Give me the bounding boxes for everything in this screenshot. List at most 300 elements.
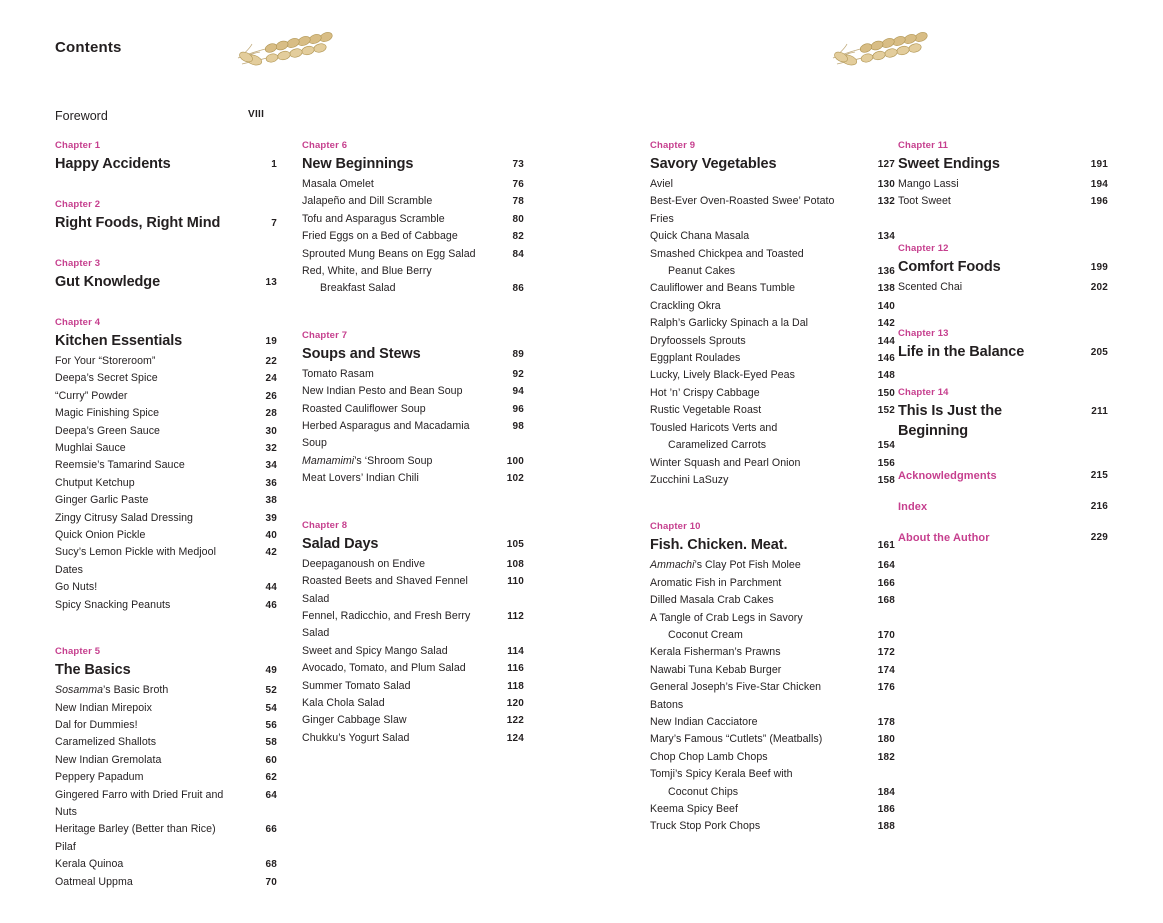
- recipe-entry-page-number: 180: [877, 734, 895, 746]
- recipe-entry-label: “Curry” Powder: [55, 389, 128, 402]
- recipe-entry-page-number: 202: [1090, 281, 1108, 293]
- block-spacer: [898, 486, 1108, 497]
- recipe-entry[interactable]: [650, 437, 895, 454]
- recipe-entry-label: Tomato Rasam: [302, 367, 374, 380]
- chapter-label: Chapter 11: [898, 140, 949, 151]
- chapter-title-label: Savory Vegetables: [650, 156, 777, 172]
- recipe-entry-page-number: 132: [877, 196, 895, 208]
- recipe-entry-page-number: 130: [877, 179, 895, 190]
- recipe-entry-page-number: 120: [506, 697, 524, 709]
- backmatter-entry-page-number: 216: [1090, 501, 1108, 513]
- recipe-entry-label: Jalapeño and Dill Scramble: [302, 195, 433, 208]
- recipe-entry[interactable]: [650, 333, 895, 350]
- recipe-entry[interactable]: [302, 176, 524, 193]
- recipe-entry-label: Tomji’s Spicy Kerala Beef with: [650, 768, 793, 781]
- backmatter-entry-page-number: 215: [1090, 470, 1108, 482]
- recipe-entry-label: Kerala Quinoa: [55, 858, 124, 871]
- recipe-entry-page-number: 122: [506, 715, 524, 727]
- recipe-entry[interactable]: [650, 246, 895, 263]
- recipe-entry-label: Sosamma’s Basic Broth: [55, 684, 169, 697]
- recipe-entry-label: Eggplant Roulades: [650, 352, 741, 365]
- recipe-entry[interactable]: [650, 714, 895, 731]
- recipe-entry-label: Mary’s Famous “Cutlets” (Meatballs): [650, 733, 823, 746]
- recipe-entry[interactable]: [55, 579, 277, 596]
- chapter-title[interactable]: [302, 344, 524, 364]
- recipe-entry-label: Masala Omelet: [302, 178, 374, 190]
- recipe-entry-page-number: 142: [877, 318, 895, 330]
- recipe-entry[interactable]: [302, 193, 524, 210]
- recipe-entry[interactable]: [302, 366, 524, 383]
- recipe-entry-page-number: 186: [877, 804, 895, 815]
- chapter-label: Chapter 1: [55, 140, 101, 151]
- recipe-entry-label: Roasted Beets and Shaved Fennel Salad: [302, 575, 468, 605]
- chapter-block: [55, 317, 277, 614]
- recipe-entry-page-number: 166: [877, 577, 895, 589]
- recipe-entry-label: Sprouted Mung Beans on Egg Salad: [302, 247, 476, 260]
- recipe-entry[interactable]: [55, 856, 277, 873]
- chapter-title-page-number: 7: [271, 218, 277, 229]
- recipe-entry[interactable]: [650, 350, 895, 367]
- chapter-block: [898, 328, 1108, 362]
- recipe-entry-page-number: 118: [507, 680, 524, 692]
- recipe-entry-label: Spicy Snacking Peanuts: [55, 598, 171, 611]
- recipe-entry-label: Zucchini LaSuzy: [650, 473, 729, 486]
- recipe-entry[interactable]: [55, 353, 277, 370]
- recipe-entry-page-number: 70: [265, 876, 277, 888]
- chapter-title[interactable]: [650, 154, 895, 174]
- recipe-entry[interactable]: [55, 527, 277, 544]
- block-spacer: [898, 455, 1108, 466]
- recipe-entry-label: Coconut Chips: [668, 785, 739, 798]
- chapter-title[interactable]: [302, 154, 524, 174]
- recipe-entry-page-number: 148: [877, 370, 895, 382]
- block-spacer: [650, 503, 895, 521]
- chapter-title[interactable]: [898, 154, 1108, 174]
- recipe-entry-page-number: 138: [877, 283, 895, 295]
- recipe-entry-label: Fennel, Radicchio, and Fresh Berry Salad: [302, 609, 471, 640]
- recipe-entry-label: Mughlai Sauce: [55, 442, 126, 455]
- recipe-entry-page-number: 26: [265, 390, 277, 402]
- chapter-title-page-number: 13: [265, 277, 277, 288]
- recipe-entry-page-number: 178: [877, 716, 895, 728]
- chapter-title[interactable]: [898, 257, 1108, 277]
- recipe-entry-page-number: 182: [877, 751, 895, 763]
- recipe-entry[interactable]: [898, 279, 1108, 296]
- recipe-entry-label: Aromatic Fish in Parchment: [650, 576, 782, 589]
- recipe-entry-page-number: 58: [265, 737, 277, 749]
- recipe-entry[interactable]: [55, 440, 277, 457]
- block-spacer: [55, 905, 277, 923]
- backmatter-entry-label: About the Author: [898, 532, 990, 545]
- chapter-title-label: This Is Just the Beginning: [898, 403, 1002, 440]
- recipe-entry[interactable]: [302, 695, 524, 712]
- chapter-label: Chapter 2: [55, 199, 101, 210]
- recipe-entry[interactable]: [55, 787, 277, 822]
- chapter-label: Chapter 13: [898, 328, 949, 340]
- recipe-entry[interactable]: [650, 679, 895, 714]
- recipe-entry[interactable]: [302, 280, 524, 297]
- recipe-entry-label: Tousled Haricots Verts and: [650, 421, 778, 434]
- recipe-entry[interactable]: [650, 315, 895, 332]
- chapter-title-label: Salad Days: [302, 535, 379, 552]
- chapter-label: Chapter 10: [650, 521, 701, 533]
- recipe-entry-page-number: 22: [265, 356, 277, 367]
- recipe-entry-label: Caramelized Carrots: [668, 439, 767, 452]
- toc-column-1: [55, 140, 277, 923]
- chapter-block: [55, 199, 277, 233]
- recipe-entry[interactable]: [302, 556, 524, 573]
- recipe-entry-label: Best-Ever Oven-Roasted Swee’ Potato Fries: [650, 195, 835, 225]
- recipe-entry-page-number: 102: [506, 473, 524, 485]
- chapter-title-page-number: 73: [512, 159, 524, 170]
- recipe-entry-page-number: 44: [265, 582, 277, 594]
- recipe-entry-page-number: 42: [265, 547, 277, 559]
- chapter-title-page-number: 161: [877, 540, 895, 552]
- recipe-entry[interactable]: [55, 874, 277, 891]
- recipe-entry-label: Zingy Citrusy Salad Dressing: [55, 511, 193, 524]
- recipe-entry-label: Hot ’n’ Crispy Cabbage: [650, 386, 760, 399]
- recipe-entry-label: Herbed Asparagus and Macadamia Soup: [302, 420, 470, 450]
- recipe-entry-page-number: 146: [877, 353, 895, 365]
- recipe-entry-page-number: 76: [512, 179, 524, 190]
- recipe-entry-label: Meat Lovers’ Indian Chili: [302, 472, 419, 485]
- recipe-entry[interactable]: [302, 453, 524, 470]
- block-spacer: [55, 628, 277, 646]
- page-title: Contents: [55, 39, 122, 56]
- chapter-block: [650, 140, 895, 489]
- chapter-title[interactable]: [302, 534, 524, 554]
- block-spacer: [55, 247, 277, 258]
- recipe-entry-label: Sweet and Spicy Mango Salad: [302, 644, 448, 657]
- chapter-title-label: Sweet Endings: [898, 156, 1000, 172]
- recipe-entry-label: For Your “Storeroom”: [55, 355, 156, 367]
- recipe-entry[interactable]: [650, 385, 895, 402]
- recipe-entry-page-number: 194: [1090, 179, 1108, 190]
- recipe-entry[interactable]: [302, 263, 524, 280]
- recipe-entry-page-number: 136: [877, 266, 895, 278]
- chapter-title[interactable]: [650, 535, 895, 555]
- recipe-entry-label: New Indian Mirepoix: [55, 701, 152, 714]
- recipe-entry-label: New Indian Cacciatore: [650, 715, 758, 728]
- recipe-entry[interactable]: [55, 370, 277, 387]
- chapter-title-page-number: 1: [271, 159, 277, 170]
- recipe-entry-label: Nawabi Tuna Kebab Burger: [650, 663, 782, 676]
- recipe-entry[interactable]: [898, 176, 1108, 193]
- chapter-title-page-number: 191: [1090, 159, 1108, 170]
- recipe-entry-page-number: 64: [265, 789, 277, 801]
- recipe-entry-page-number: 156: [877, 457, 895, 469]
- recipe-entry-page-number: 172: [877, 647, 895, 659]
- recipe-entry-page-number: 112: [507, 610, 524, 622]
- chapter-title-page-number: 89: [512, 348, 524, 360]
- recipe-entry-label: Tofu and Asparagus Scramble: [302, 212, 445, 225]
- recipe-entry[interactable]: [302, 678, 524, 695]
- recipe-entry-label: Scented Chai: [898, 280, 963, 293]
- recipe-entry-label: Peanut Cakes: [668, 265, 736, 278]
- chapter-label: Chapter 9: [650, 140, 696, 151]
- chapter-block: [898, 243, 1108, 296]
- chapter-block: [302, 140, 524, 298]
- recipe-entry[interactable]: [650, 228, 895, 245]
- recipe-entry[interactable]: [302, 573, 524, 608]
- recipe-entry-label: Dilled Masala Crab Cakes: [650, 594, 774, 607]
- chapter-label: Chapter 8: [302, 519, 348, 531]
- recipe-entry-label: Mango Lassi: [898, 178, 959, 190]
- recipe-entry-label: Gingered Farro with Dried Fruit and Nuts: [55, 788, 224, 818]
- recipe-entry[interactable]: [650, 766, 895, 783]
- recipe-entry[interactable]: [302, 730, 524, 747]
- recipe-entry[interactable]: [55, 682, 277, 699]
- recipe-entry-page-number: 68: [265, 859, 277, 871]
- recipe-entry-label: Chutput Ketchup: [55, 476, 135, 489]
- recipe-entry[interactable]: [302, 643, 524, 660]
- recipe-entry-page-number: 98: [512, 421, 524, 433]
- recipe-entry-page-number: 196: [1090, 196, 1108, 208]
- recipe-entry-page-number: 168: [877, 595, 895, 607]
- recipe-entry-label: Rustic Vegetable Roast: [650, 404, 762, 417]
- recipe-entry-label: Oatmeal Uppma: [55, 875, 133, 888]
- recipe-entry[interactable]: [650, 575, 895, 592]
- recipe-entry-page-number: 150: [877, 387, 895, 399]
- chapter-title-label: Happy Accidents: [55, 156, 171, 172]
- recipe-entry-label: General Joseph’s Five-Star Chicken Batons: [650, 681, 822, 711]
- recipe-entry[interactable]: [55, 405, 277, 422]
- recipe-entry[interactable]: [302, 383, 524, 400]
- recipe-entry[interactable]: [650, 731, 895, 748]
- chapter-title-label: Comfort Foods: [898, 258, 1001, 275]
- recipe-entry-label: Coconut Cream: [668, 628, 743, 641]
- recipe-entry-page-number: 84: [512, 248, 524, 260]
- recipe-entry[interactable]: [650, 298, 895, 315]
- recipe-entry[interactable]: [302, 712, 524, 729]
- chapter-title-page-number: 19: [265, 336, 277, 347]
- wheat-sprig-icon: [230, 24, 340, 80]
- wheat-sprig-icon: [825, 24, 935, 80]
- recipe-entry[interactable]: [650, 784, 895, 801]
- recipe-entry-label: New Indian Pesto and Bean Soup: [302, 385, 463, 398]
- recipe-entry-label: Caramelized Shallots: [55, 736, 157, 749]
- recipe-entry[interactable]: [302, 401, 524, 418]
- recipe-entry[interactable]: [302, 211, 524, 228]
- recipe-entry-label: Magic Finishing Spice: [55, 407, 160, 420]
- recipe-entry-label: Winter Squash and Pearl Onion: [650, 456, 801, 469]
- chapter-title-label: Right Foods, Right Mind: [55, 215, 221, 231]
- recipe-entry-page-number: 78: [512, 196, 524, 208]
- recipe-entry[interactable]: [650, 455, 895, 472]
- recipe-entry-page-number: 92: [512, 368, 524, 380]
- recipe-entry[interactable]: [898, 193, 1108, 210]
- chapter-title-label: Life in the Balance: [898, 344, 1025, 361]
- block-spacer: [898, 376, 1108, 387]
- recipe-entry[interactable]: [650, 176, 895, 193]
- chapter-title[interactable]: [55, 272, 277, 292]
- recipe-entry-label: New Indian Gremolata: [55, 753, 162, 766]
- recipe-entry[interactable]: [55, 734, 277, 751]
- recipe-entry-label: Smashed Chickpea and Toasted: [650, 247, 804, 260]
- recipe-entry[interactable]: [650, 193, 895, 228]
- recipe-entry-page-number: 30: [265, 425, 277, 437]
- recipe-entry[interactable]: [55, 769, 277, 786]
- recipe-entry-label: Truck Stop Pork Chops: [650, 820, 761, 833]
- chapter-title-label: Fish. Chicken. Meat.: [650, 537, 788, 554]
- recipe-entry[interactable]: [55, 475, 277, 492]
- chapter-block: [302, 520, 524, 747]
- recipe-entry-label: Kerala Fisherman’s Prawns: [650, 646, 781, 659]
- recipe-entry[interactable]: [55, 388, 277, 405]
- chapter-title-page-number: 49: [265, 665, 277, 677]
- recipe-entry-page-number: 54: [265, 702, 277, 714]
- recipe-entry[interactable]: [302, 418, 524, 453]
- recipe-entry-page-number: 140: [877, 300, 895, 312]
- recipe-entry-label: Ginger Garlic Paste: [55, 494, 149, 507]
- recipe-entry-page-number: 80: [512, 213, 524, 225]
- chapter-label: Chapter 5: [55, 646, 101, 658]
- recipe-entry[interactable]: [55, 700, 277, 717]
- recipe-entry[interactable]: [55, 821, 277, 856]
- recipe-entry-page-number: 170: [877, 629, 895, 641]
- chapter-title[interactable]: [55, 331, 277, 351]
- recipe-entry[interactable]: [650, 818, 895, 835]
- backmatter-entry[interactable]: [898, 497, 1108, 517]
- recipe-entry-label: Keema Spicy Beef: [650, 803, 738, 815]
- chapter-title[interactable]: [55, 213, 277, 233]
- recipe-entry[interactable]: [650, 280, 895, 297]
- recipe-entry-label: Chukku’s Yogurt Salad: [302, 731, 410, 744]
- recipe-entry[interactable]: [650, 420, 895, 437]
- recipe-entry-page-number: 40: [265, 530, 277, 542]
- recipe-entry-page-number: 96: [512, 403, 524, 415]
- recipe-entry-page-number: 134: [877, 231, 895, 243]
- recipe-entry-page-number: 152: [877, 405, 895, 417]
- recipe-entry[interactable]: [650, 749, 895, 766]
- block-spacer: [302, 502, 524, 520]
- recipe-entry-page-number: 108: [506, 558, 524, 570]
- chapter-block: [898, 140, 1108, 211]
- recipe-entry[interactable]: [650, 592, 895, 609]
- chapter-title[interactable]: [898, 401, 1108, 441]
- recipe-entry[interactable]: [650, 644, 895, 661]
- recipe-entry[interactable]: [650, 662, 895, 679]
- recipe-entry-page-number: 32: [265, 443, 277, 455]
- chapter-label: Chapter 3: [55, 258, 101, 269]
- recipe-entry[interactable]: [650, 557, 895, 574]
- chapter-title[interactable]: [55, 154, 277, 174]
- chapter-title-label: New Beginnings: [302, 156, 414, 172]
- recipe-entry-label: Sucy’s Lemon Pickle with Medjool Dates: [55, 546, 216, 576]
- recipe-entry[interactable]: [650, 801, 895, 818]
- chapter-title-label: Gut Knowledge: [55, 274, 161, 290]
- chapter-title[interactable]: [898, 342, 1108, 362]
- backmatter-entry[interactable]: [898, 466, 1108, 486]
- recipe-entry-label: Breakfast Salad: [320, 282, 396, 295]
- block-spacer: [302, 761, 524, 779]
- recipe-entry-label: Roasted Cauliflower Soup: [302, 402, 426, 415]
- recipe-entry-label: Quick Onion Pickle: [55, 529, 146, 542]
- chapter-label: Chapter 4: [55, 317, 101, 328]
- block-spacer: [898, 310, 1108, 328]
- toc-entry-foreword[interactable]: [55, 109, 275, 123]
- recipe-entry-label: Lucky, Lively Black-Eyed Peas: [650, 369, 795, 382]
- recipe-entry[interactable]: [55, 510, 277, 527]
- recipe-entry-label: Kala Chola Salad: [302, 696, 385, 709]
- recipe-entry-page-number: 174: [877, 664, 895, 676]
- toc-column-2: [302, 140, 524, 779]
- recipe-entry[interactable]: [55, 597, 277, 614]
- backmatter-entry-page-number: 229: [1090, 532, 1108, 544]
- recipe-entry-label: Heritage Barley (Better than Rice) Pilaf: [55, 823, 216, 853]
- recipe-entry-label: Dryfoossels Sprouts: [650, 334, 746, 347]
- recipe-entry-page-number: 52: [265, 685, 277, 697]
- recipe-entry[interactable]: [302, 660, 524, 677]
- block-spacer: [650, 850, 895, 868]
- recipe-entry-page-number: 164: [877, 560, 895, 572]
- chapter-title[interactable]: [55, 660, 277, 680]
- chapter-block: [650, 521, 895, 836]
- recipe-entry[interactable]: [650, 627, 895, 644]
- recipe-entry-page-number: 62: [265, 772, 277, 784]
- recipe-entry[interactable]: [55, 717, 277, 734]
- recipe-entry[interactable]: [55, 752, 277, 769]
- recipe-entry[interactable]: [55, 492, 277, 509]
- recipe-entry[interactable]: [650, 402, 895, 419]
- recipe-entry-page-number: 116: [507, 663, 524, 675]
- recipe-entry-page-number: 176: [877, 682, 895, 694]
- chapter-title-page-number: 211: [1091, 406, 1108, 418]
- chapter-title-page-number: 205: [1090, 347, 1108, 359]
- chapter-block: [55, 258, 277, 292]
- recipe-entry-label: Go Nuts!: [55, 581, 98, 594]
- recipe-entry-page-number: 188: [877, 821, 895, 833]
- recipe-entry[interactable]: [302, 228, 524, 245]
- chapter-label: Chapter 6: [302, 140, 348, 151]
- recipe-entry-page-number: 110: [507, 576, 524, 588]
- recipe-entry-label: Red, White, and Blue Berry: [302, 265, 432, 278]
- chapter-label: Chapter 7: [302, 329, 348, 341]
- recipe-entry[interactable]: [650, 472, 895, 489]
- recipe-entry-label: Mamamimi’s ‘Shroom Soup: [302, 454, 433, 467]
- recipe-entry-page-number: 36: [265, 477, 277, 489]
- recipe-entry[interactable]: [650, 263, 895, 280]
- recipe-entry-page-number: 56: [265, 719, 277, 731]
- recipe-entry-page-number: 86: [512, 283, 524, 295]
- recipe-entry-page-number: 24: [265, 373, 277, 385]
- recipe-entry[interactable]: [55, 544, 277, 579]
- chapter-title-page-number: 199: [1090, 261, 1108, 273]
- recipe-entry[interactable]: [302, 246, 524, 263]
- recipe-entry[interactable]: [650, 610, 895, 627]
- recipe-entry[interactable]: [55, 457, 277, 474]
- recipe-entry-label: Avocado, Tomato, and Plum Salad: [302, 662, 466, 675]
- recipe-entry[interactable]: [650, 367, 895, 384]
- recipe-entry[interactable]: [302, 608, 524, 643]
- chapter-block: [302, 330, 524, 488]
- recipe-entry-page-number: 114: [507, 645, 524, 657]
- block-spacer: [302, 312, 524, 330]
- backmatter-entry[interactable]: [898, 528, 1108, 548]
- recipe-entry-label: Deepa’s Secret Spice: [55, 372, 158, 385]
- recipe-entry-label: Dal for Dummies!: [55, 718, 138, 731]
- foreword-page-number: VIII: [248, 109, 265, 120]
- recipe-entry[interactable]: [55, 423, 277, 440]
- block-spacer: [898, 517, 1108, 528]
- recipe-entry-page-number: 28: [265, 408, 277, 420]
- chapter-block: [55, 646, 277, 891]
- recipe-entry-page-number: 94: [512, 386, 524, 398]
- recipe-entry-label: Summer Tomato Salad: [302, 679, 411, 692]
- recipe-entry[interactable]: [302, 470, 524, 487]
- chapter-label: Chapter 12: [898, 242, 949, 254]
- recipe-entry-label: Deepa’s Green Sauce: [55, 424, 160, 437]
